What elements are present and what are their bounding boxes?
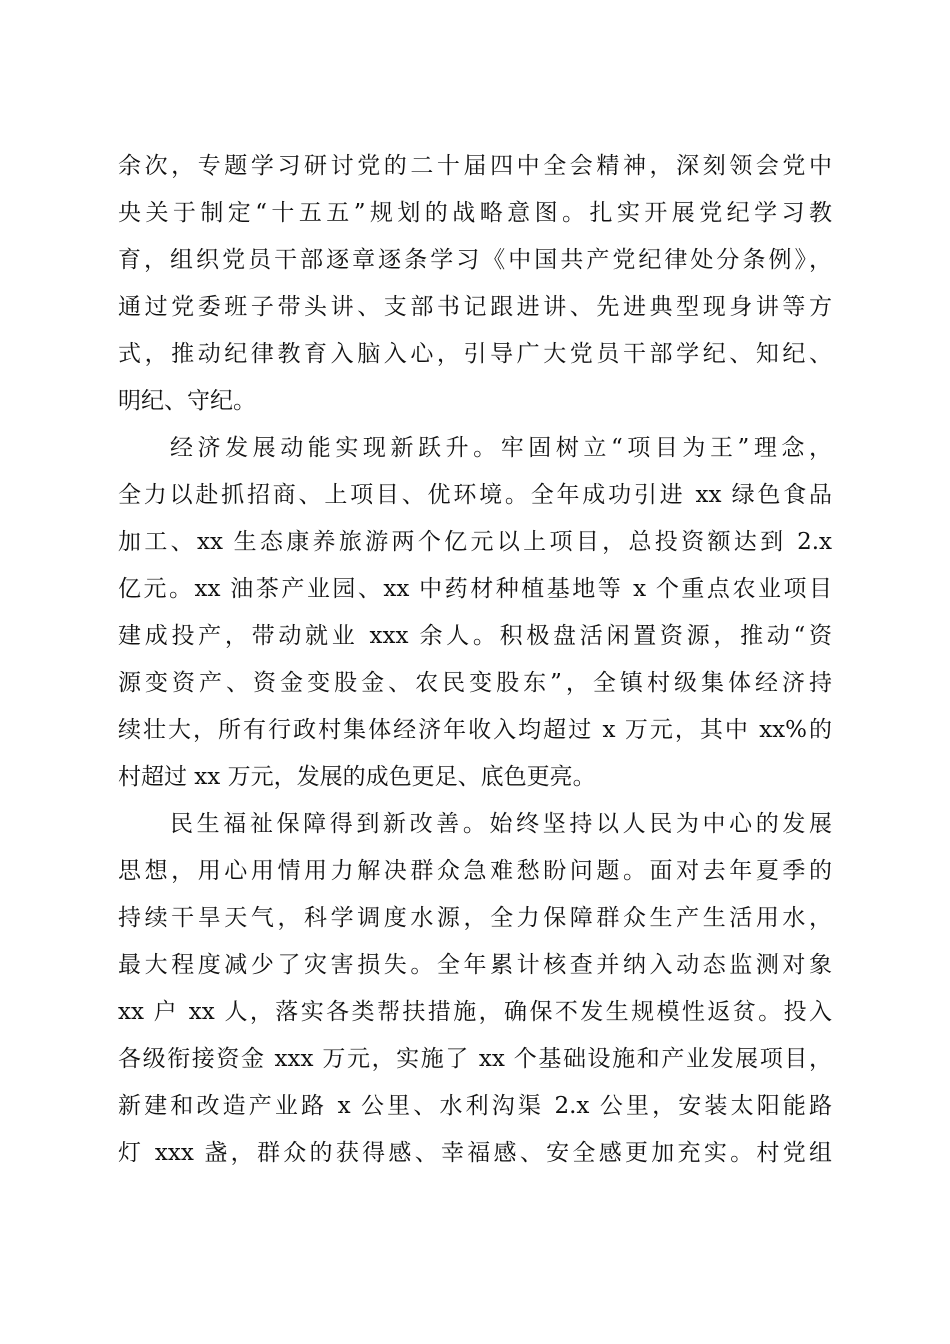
text-line: 新建和改造产业路 x 公里、水利沟渠 2.x 公里，安装太阳能路 — [118, 1093, 832, 1119]
text-line: 建成投产，带动就业 xxx 余人。积极盘活闲置资源，推动“资 — [118, 623, 832, 649]
text-line: 思想，用心用情用力解决群众急难愁盼问题。面对去年夏季的 — [118, 858, 832, 884]
paragraph-heading-line: 经济发展动能实现新跃升。牢固树立“项目为王”理念， — [170, 435, 832, 461]
paragraph-heading-line: 民生福祉保障得到新改善。始终坚持以人民为中心的发展 — [170, 811, 832, 837]
text-line: 全力以赴抓招商、上项目、优环境。全年成功引进 xx 绿色食品 — [118, 482, 832, 508]
text-line: 持续干旱天气，科学调度水源，全力保障群众生产生活用水， — [118, 905, 832, 931]
text-line: 亿元。xx 油茶产业园、xx 中药材种植基地等 x 个重点农业项目 — [118, 576, 832, 602]
text-line: 育，组织党员干部逐章逐条学习《中国共产党纪律处分条例》， — [118, 247, 832, 273]
text-line: 通过党委班子带头讲、支部书记跟进讲、先进典型现身讲等方 — [118, 294, 832, 320]
text-line: 式，推动纪律教育入脑入心，引导广大党员干部学纪、知纪、 — [118, 341, 832, 367]
text-line: 村超过 xx 万元，发展的成色更足、底色更亮。 — [118, 764, 596, 790]
text-line: 源变资产、资金变股金、农民变股东”，全镇村级集体经济持 — [118, 670, 832, 696]
text-line: 央关于制定“十五五”规划的战略意图。扎实开展党纪学习教 — [118, 200, 832, 226]
text-line: 灯 xxx 盏，群众的获得感、幸福感、安全感更加充实。村党组 — [118, 1140, 832, 1166]
text-line: 续壮大，所有行政村集体经济年收入均超过 x 万元，其中 xx%的 — [118, 717, 832, 743]
text-line: 余次，专题学习研讨党的二十届四中全会精神，深刻领会党中 — [118, 153, 832, 179]
text-line: 明纪、守纪。 — [118, 388, 256, 414]
text-line: 最大程度减少了灾害损失。全年累计核查并纳入动态监测对象 — [118, 952, 832, 978]
text-line: xx 户 xx 人，落实各类帮扶措施，确保不发生规模性返贫。投入 — [118, 999, 832, 1025]
text-line: 加工、xx 生态康养旅游两个亿元以上项目，总投资额达到 2.x — [118, 529, 832, 555]
text-line: 各级衔接资金 xxx 万元，实施了 xx 个基础设施和产业发展项目， — [118, 1046, 832, 1072]
